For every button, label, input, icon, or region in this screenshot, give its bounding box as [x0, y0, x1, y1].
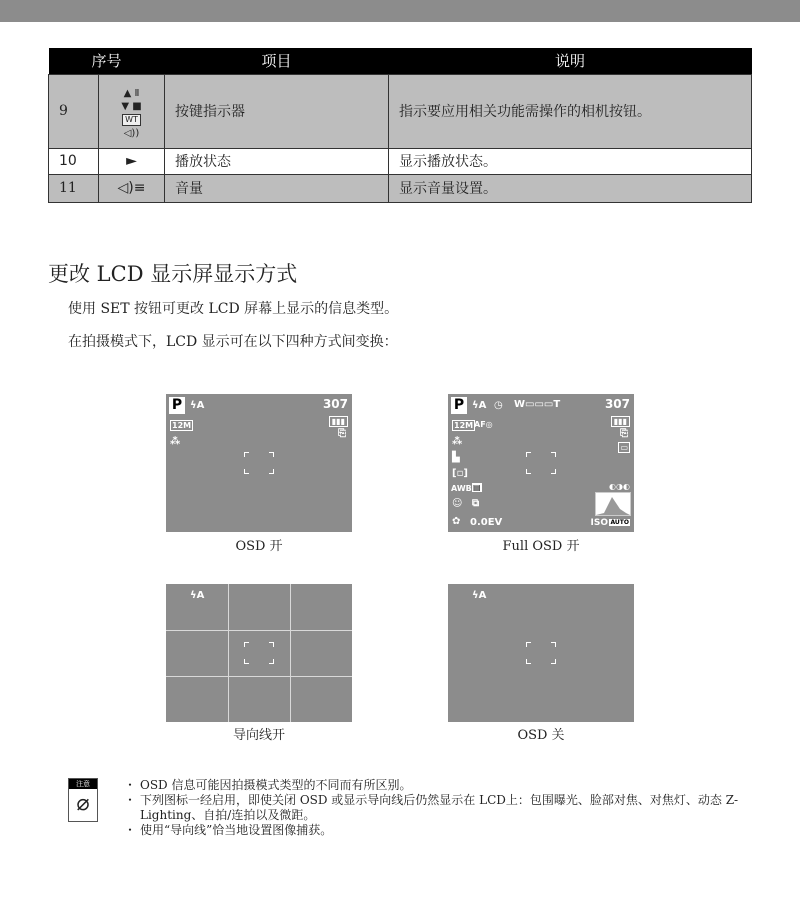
quality-icon: ⁂ [452, 436, 463, 447]
row-num: 11 [49, 174, 99, 202]
caption-osd-off: OSD 关 [517, 728, 565, 743]
header-num: 序号 [49, 48, 165, 74]
section-line-2: 在拍摄模式下，LCD 显示可在以下四种方式间变换： [68, 334, 398, 350]
flash-auto-icon: ϟA [190, 400, 205, 411]
macro-icon: ✿ [452, 516, 461, 527]
row-item: 按键指示器 [165, 74, 389, 148]
focus-frame [244, 452, 274, 474]
note-label: 注意 [69, 779, 97, 789]
row-item: 播放状态 [165, 148, 389, 174]
sharpness-icon: ◐◑◐ [609, 482, 630, 491]
image-size-icon: 12M [172, 421, 192, 430]
self-timer-icon: ◷ [494, 400, 503, 411]
storage-icon: ⎘ [338, 428, 346, 439]
af-mode-icon: AF◎ [474, 420, 493, 429]
note-list [124, 778, 764, 838]
zoom-bar: W▭▭▭T [514, 399, 561, 410]
color-mode-icon: ▤ [473, 483, 481, 492]
quality-icon: ⁂ [170, 436, 181, 447]
button-indicator-icon: ▲ Ⅱ ▼ ■ WT ◁)) [99, 74, 165, 148]
ev-value: 0.0EV [470, 517, 503, 528]
table-row [49, 74, 752, 148]
focus-frame [526, 452, 556, 474]
lcd-osd-off [448, 584, 634, 722]
mode-p-icon: P [451, 397, 467, 414]
lcd-full-osd [448, 394, 634, 532]
lcd-osd-on [166, 394, 352, 532]
face-detect-icon: ☺ [452, 498, 463, 509]
lcd-guide-lines [166, 584, 352, 722]
table-row [49, 174, 752, 202]
list-item: ・ 下列图标一经启用，即使关闭 OSD 或显示导向线后仍然显示在 LCD上：包围曝光、脸部对焦、对焦灯、动态 Z-Lighting、自拍/连拍以及微距。 [124, 793, 764, 823]
flash-auto-icon: ϟA [472, 400, 487, 411]
stabilizer-icon: ▭ [620, 443, 628, 452]
caption-full-osd: Full OSD 开 [502, 539, 580, 554]
histogram [595, 492, 631, 516]
play-icon: ► [99, 148, 165, 174]
list-item: ・ 使用“导向线”恰当地设置图像捕获。 [124, 823, 764, 838]
header-item: 项目 [165, 48, 389, 74]
storage-icon: ⎘ [620, 428, 628, 439]
row-desc: 显示播放状态。 [389, 148, 752, 174]
shot-count: 307 [604, 397, 630, 411]
iso-label: ISO [590, 518, 608, 528]
row-desc: 显示音量设置。 [389, 174, 752, 202]
awb-icon: AWB [451, 484, 472, 493]
focus-area-icon: [▫] [452, 468, 468, 479]
row-item: 音量 [165, 174, 389, 202]
metering-icon: ▙ [452, 452, 460, 463]
image-size-icon: 12M [454, 421, 474, 430]
list-item: ・ OSD 信息可能因拍摄模式类型的不同而有所区别。 [124, 778, 764, 793]
note-icon [68, 778, 98, 822]
row-num: 9 [49, 74, 99, 148]
mode-p-icon: P [169, 397, 185, 414]
caption-guide-lines: 导向线开 [232, 728, 285, 743]
volume-icon: ◁)≡ [99, 174, 165, 202]
spec-table [48, 48, 752, 203]
paperclip-icon: ⌀ [76, 791, 90, 816]
section-line-1: 使用 SET 按钮可更改 LCD 屏幕上显示的信息类型。 [68, 301, 399, 317]
row-desc: 指示要应用相关功能需操作的相机按钮。 [389, 74, 752, 148]
header-desc: 说明 [389, 48, 752, 74]
guide-line-h2 [166, 676, 352, 677]
caption-osd-on: OSD 开 [235, 539, 283, 554]
guide-line-v2 [290, 584, 291, 722]
guide-line-v1 [228, 584, 229, 722]
table-row [49, 148, 752, 174]
flash-auto-icon: ϟA [472, 590, 487, 601]
iso-value: AUTO [610, 519, 629, 526]
top-bar [0, 0, 800, 22]
battery-icon: ▮▮▮ [611, 416, 630, 427]
continuous-icon: ⧉ [472, 498, 480, 509]
flash-auto-icon: ϟA [190, 590, 205, 601]
battery-icon: ▮▮▮ [329, 416, 348, 427]
focus-frame [244, 642, 274, 664]
guide-line-h1 [166, 630, 352, 631]
focus-frame [526, 642, 556, 664]
row-num: 10 [49, 148, 99, 174]
shot-count: 307 [322, 397, 348, 411]
section-title: 更改 LCD 显示屏显示方式 [48, 262, 298, 286]
table-header [49, 48, 752, 74]
